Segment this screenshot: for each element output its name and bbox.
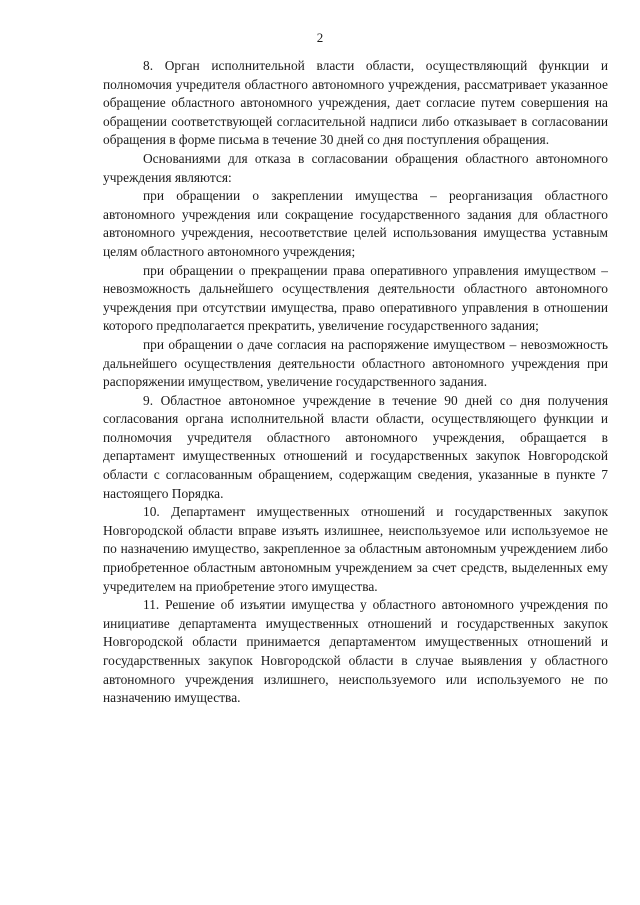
- paragraph-grounds-assignment: при обращении о закреплении имущества – реорганизация областного автономного учреждения или сокращение государственного задания для областного автономного учреждения, несоответствие целей использования имущества уставным целям областного автономного учреждения;: [103, 188, 608, 259]
- paragraph-grounds-termination: при обращении о прекращении права оперативного управления имуществом – невозможность дальнейшего осуществления деятельности областного автономного учреждения при отсутствии имущества, право оперативного управления в отношении которого предполагается прекратить, увеличение государственного задания;: [103, 262, 608, 334]
- page-number: 2: [316, 30, 324, 45]
- paragraph-8: 8. Орган исполнительной власти области, осуществляющий функции и полномочия учредителя областного автономного учреждения, рассматривает указанное обращение областного автономного учреждения, дает согласие путем совершения на обращении соответствующей согласительной надписи либо отказывает в согласовании обращения в форме письма в течение 30 дней со дня поступления обращения.: [103, 58, 608, 148]
- document-body: [103, 57, 608, 708]
- paragraph-grounds-disposal: при обращении о даче согласия на распоряжение имуществом – невозможность дальнейшего осуществления деятельности областного автономного учреждения при распоряжении имуществом, увеличение государственного задания.: [103, 336, 608, 390]
- paragraph-refusal-grounds: Основаниями для отказа в согласовании обращения областного автономного учреждения являются:: [103, 150, 608, 185]
- paragraph-11: 11. Решение об изъятии имущества у областного автономного учреждения по инициативе департамента имущественных отношений и государственных закупок Новгородской области принимается департаментом имущественных отношений и государственных закупок Новгородской области в случае выявления у областного автономного учреждения излишнего, неиспользуемого или используемого не по назначению имущества.: [103, 597, 608, 706]
- paragraph-10: 10. Департамент имущественных отношений и государственных закупок Новгородской области вправе изъять излишнее, неиспользуемое или используемое не по назначению имущество, закрепленное за областным автономным учреждением либо приобретенное областным автономным учреждением за счет средств, выделенных ему учредителем на приобретение этого имущества.: [103, 504, 608, 594]
- paragraph-9: 9. Областное автономное учреждение в течение 90 дней со дня получения согласования органа исполнительной власти области, осуществляющего функции и полномочия учредителя областного автономного учреждения, обращается в департамент имущественных отношений и государственных закупок Новгородской области с согласованным обращением, содержащим сведения, указанные в пункте 7 настоящего Порядка.: [103, 392, 608, 501]
